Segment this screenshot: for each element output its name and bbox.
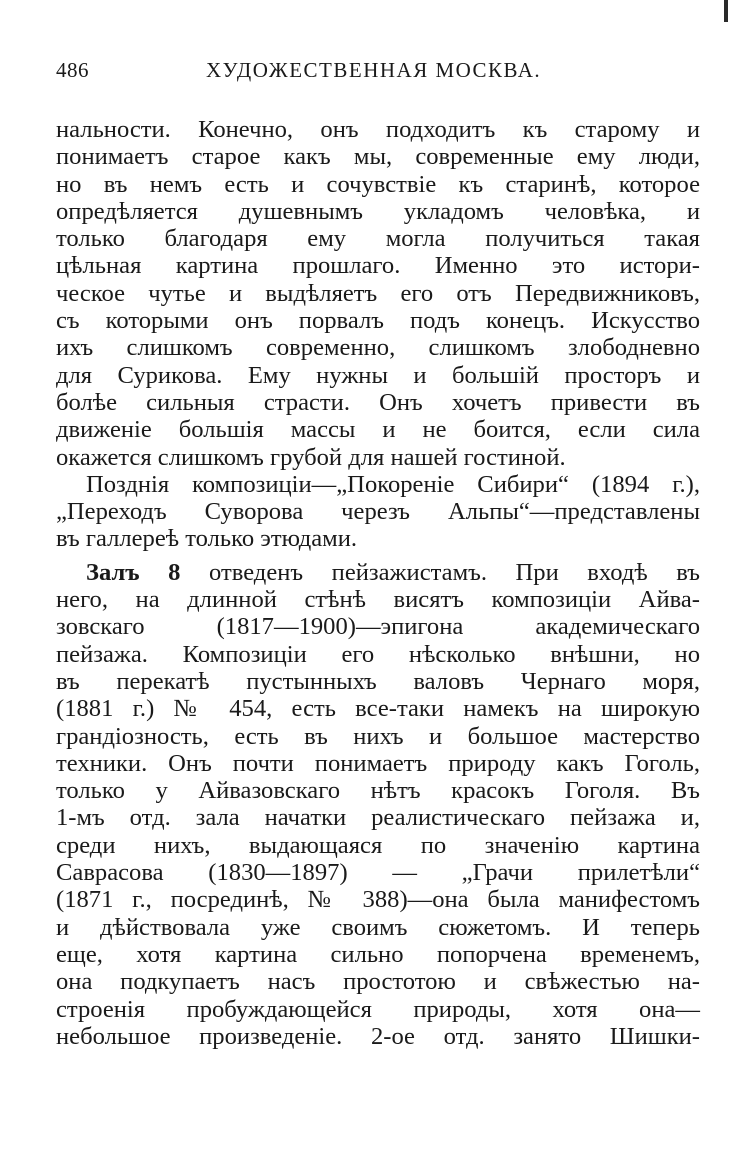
text-line: болѣе сильныя страсти. Онъ хочетъ привести въ xyxy=(56,388,700,416)
text-line: пейзажа. Композиціи его нѣсколько внѣшни, но xyxy=(56,640,700,668)
page-number: 486 xyxy=(56,58,89,82)
page-header xyxy=(56,58,700,92)
text-line: Саврасова (1830—1897) — „Грачи прилетѣли“ xyxy=(56,859,700,887)
text-line: (1871 г., посрединѣ, № 388)—она была манифестомъ xyxy=(56,886,700,914)
text-line: еще, хотя картина сильно попорчена временемъ, xyxy=(56,940,700,968)
body-text xyxy=(56,116,700,1050)
section-lead: Залъ 8 xyxy=(86,558,181,586)
text-line: только благодаря ему могла получиться такая xyxy=(56,225,700,253)
paragraph-1 xyxy=(56,116,700,471)
text-line: 1-мъ отд. зала начатки реалистическаго пейзажа и, xyxy=(56,804,700,832)
running-head: ХУДОЖЕСТВЕННАЯ МОСКВА. xyxy=(206,58,542,82)
text-line: него, на длинной стѣнѣ висятъ композиціи Айва- xyxy=(56,586,700,614)
text-line xyxy=(56,559,700,586)
page-edge-mark xyxy=(724,0,728,22)
text-line: ихъ слишкомъ современно, слишкомъ злободневно xyxy=(56,334,700,362)
text-line: Позднія композиціи—„Покореніе Сибири“ (1894 г.), xyxy=(86,470,700,498)
text-line: небольшое произведеніе. 2-ое отд. занято Шишки- xyxy=(56,1022,700,1050)
text-line: но въ немъ есть и сочувствіе къ старинѣ, которое xyxy=(56,170,700,198)
text-line: зовскаго (1817—1900)—эпигона академическаго xyxy=(56,613,700,641)
paragraph-3 xyxy=(56,559,700,1050)
text-line: и дѣйствовала уже своимъ сюжетомъ. И теперь xyxy=(56,913,700,941)
text-line: ческое чутье и выдѣляетъ его отъ Передвижниковъ, xyxy=(56,279,700,307)
text-line: движеніе большія массы и не боится, если сила xyxy=(56,416,700,444)
text-line: техники. Онъ почти понимаетъ природу какъ Гоголь, xyxy=(56,749,700,777)
text-line: цѣльная картина прошлаго. Именно это истори- xyxy=(56,252,700,280)
text-line: понимаетъ старое какъ мы, современные ему люди, xyxy=(56,143,700,171)
text-line: „Переходъ Суворова черезъ Альпы“—представлены xyxy=(56,498,700,526)
text-line: нальности. Конечно, онъ подходитъ къ старому и xyxy=(56,116,700,143)
paragraph-2 xyxy=(56,471,700,553)
text-run: отведенъ пейзажистамъ. При входѣ въ xyxy=(180,558,701,586)
text-line: только у Айвазовскаго нѣтъ красокъ Гоголя. Въ xyxy=(56,777,700,805)
text-line: (1881 г.) № 454, есть все-таки намекъ на широкую xyxy=(56,695,700,723)
text-line: окажется слишкомъ грубой для нашей гостиной. xyxy=(56,443,566,471)
text-line: съ которыми онъ порвалъ подъ конецъ. Искусство xyxy=(56,307,700,335)
text-line: для Сурикова. Ему нужны и большій просторъ и xyxy=(56,361,700,389)
text-line: въ галлереѣ только этюдами. xyxy=(56,525,358,553)
text-line: грандіозность, есть въ нихъ и большое мастерство xyxy=(56,722,700,750)
text-line: опредѣляется душевнымъ укладомъ человѣка, и xyxy=(56,197,700,225)
text-line: въ перекатѣ пустынныхъ валовъ Чернаго моря, xyxy=(56,667,700,695)
text-line: строенія пробуждающейся природы, хотя она— xyxy=(56,995,700,1023)
book-page xyxy=(56,58,700,1050)
text-line: она подкупаетъ насъ простотою и свѣжестью на- xyxy=(56,968,700,996)
text-line: среди нихъ, выдающаяся по значенію картина xyxy=(56,831,700,859)
